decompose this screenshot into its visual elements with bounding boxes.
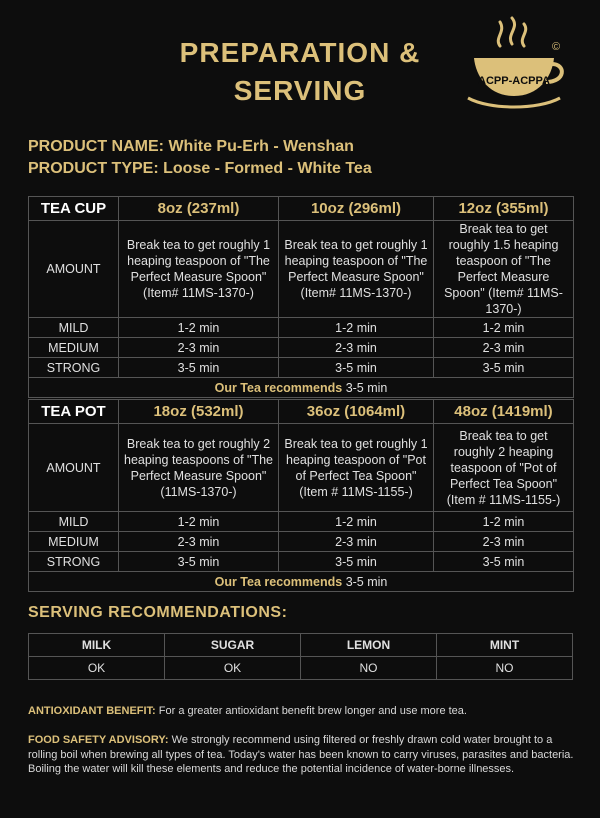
pot-time-cell: 3-5 min (434, 552, 574, 572)
pot-header-size: 48oz (1419ml) (434, 400, 574, 424)
pot-time-cell: 2-3 min (279, 532, 434, 552)
cup-time-cell: 3-5 min (279, 358, 434, 378)
pot-row-label: MEDIUM (29, 532, 119, 552)
pot-time-cell: 1-2 min (434, 512, 574, 532)
cup-amount-cell: Break tea to get roughly 1 heaping teaspoon of "The Perfect Measure Spoon" (Item# 11MS-1370-) (119, 221, 279, 318)
pot-amount-cell: Break tea to get roughly 2 heaping teaspoon of "Pot of Perfect Tea Spoon" (Item # 11MS-1155-) (434, 424, 574, 512)
pot-time-cell: 1-2 min (119, 512, 279, 532)
food-safety-note (28, 733, 576, 777)
serving-value: OK (165, 657, 301, 680)
antioxidant-label: ANTIOXIDANT BENEFIT: (28, 705, 156, 717)
serving-header: MILK (29, 634, 165, 657)
cup-recommendation (29, 378, 574, 398)
serving-title: SERVING RECOMMENDATIONS: (28, 604, 288, 621)
cup-time-cell: 2-3 min (434, 338, 574, 358)
cup-time-cell: 3-5 min (434, 358, 574, 378)
cup-time-cell: 1-2 min (279, 318, 434, 338)
title-line-1: PREPARATION & (179, 37, 421, 68)
product-name: PRODUCT NAME: White Pu-Erh - Wenshan (28, 138, 354, 155)
serving-table (28, 633, 573, 680)
title-line-2: SERVING (233, 75, 367, 106)
serving-header: MINT (437, 634, 573, 657)
logo-text: ACPP-ACPPA (478, 75, 550, 87)
cup-time-cell: 3-5 min (119, 358, 279, 378)
cup-row-label: STRONG (29, 358, 119, 378)
cup-time-cell: 1-2 min (434, 318, 574, 338)
antioxidant-text: For a greater antioxidant benefit brew longer and use more tea. (155, 705, 467, 717)
serving-value: NO (301, 657, 437, 680)
cup-amount-label: AMOUNT (29, 221, 119, 318)
cup-header-label: TEA CUP (29, 197, 119, 221)
pot-time-cell: 2-3 min (119, 532, 279, 552)
pot-row-label: MILD (29, 512, 119, 532)
pot-rec-label: Our Tea recommends (214, 574, 343, 589)
serving-header: SUGAR (165, 634, 301, 657)
pot-header-size: 18oz (532ml) (119, 400, 279, 424)
tea-pot-table (28, 399, 574, 592)
tea-cup-table (28, 196, 574, 398)
antioxidant-note (28, 704, 576, 719)
pot-recommendation (29, 572, 574, 592)
safety-label: FOOD SAFETY ADVISORY: (28, 734, 169, 746)
pot-row-label: STRONG (29, 552, 119, 572)
safety-text: We strongly recommend using filtered or freshly drawn cold water brought to a rolling boil when brewing all types of tea. Today's water has been known to carry viruses, parasites and bacteria. Boiling the water will kill these elements and reduce the potential incidence of water-borne illnesses. (28, 734, 574, 775)
cup-time-cell: 2-3 min (119, 338, 279, 358)
cup-amount-cell: Break tea to get roughly 1.5 heaping teaspoon of "The Perfect Measure Spoon" (Item# 11MS-1370-) (434, 221, 574, 318)
pot-amount-cell: Break tea to get roughly 2 heaping teaspoons of "The Perfect Measure Spoon" (11MS-1370-) (119, 424, 279, 512)
serving-value: NO (437, 657, 573, 680)
product-type: PRODUCT TYPE: Loose - Formed - White Tea (28, 160, 372, 177)
cup-header-size: 10oz (296ml) (279, 197, 434, 221)
pot-amount-cell: Break tea to get roughly 1 heaping teaspoon of "Pot of Perfect Tea Spoon" (Item # 11MS-1155-) (279, 424, 434, 512)
page-title (150, 34, 450, 110)
pot-time-cell: 3-5 min (119, 552, 279, 572)
pot-header-size: 36oz (1064ml) (279, 400, 434, 424)
pot-header-label: TEA POT (29, 400, 119, 424)
cup-row-label: MILD (29, 318, 119, 338)
cup-header-size: 8oz (237ml) (119, 197, 279, 221)
serving-value: OK (29, 657, 165, 680)
serving-header: LEMON (301, 634, 437, 657)
cup-time-cell: 2-3 min (279, 338, 434, 358)
cup-rec-value: 3-5 min (345, 380, 388, 395)
cup-amount-cell: Break tea to get roughly 1 heaping teaspoon of "The Perfect Measure Spoon" (Item# 11MS-1370-) (279, 221, 434, 318)
pot-time-cell: 2-3 min (434, 532, 574, 552)
cup-row-label: MEDIUM (29, 338, 119, 358)
cup-header-size: 12oz (355ml) (434, 197, 574, 221)
pot-rec-value: 3-5 min (345, 574, 388, 589)
logo-copyright-mark: © (551, 41, 561, 53)
pot-time-cell: 1-2 min (279, 512, 434, 532)
pot-amount-label: AMOUNT (29, 424, 119, 512)
cup-rec-label: Our Tea recommends (214, 380, 343, 395)
cup-time-cell: 1-2 min (119, 318, 279, 338)
pot-time-cell: 3-5 min (279, 552, 434, 572)
tea-cup-logo-icon (460, 16, 570, 116)
